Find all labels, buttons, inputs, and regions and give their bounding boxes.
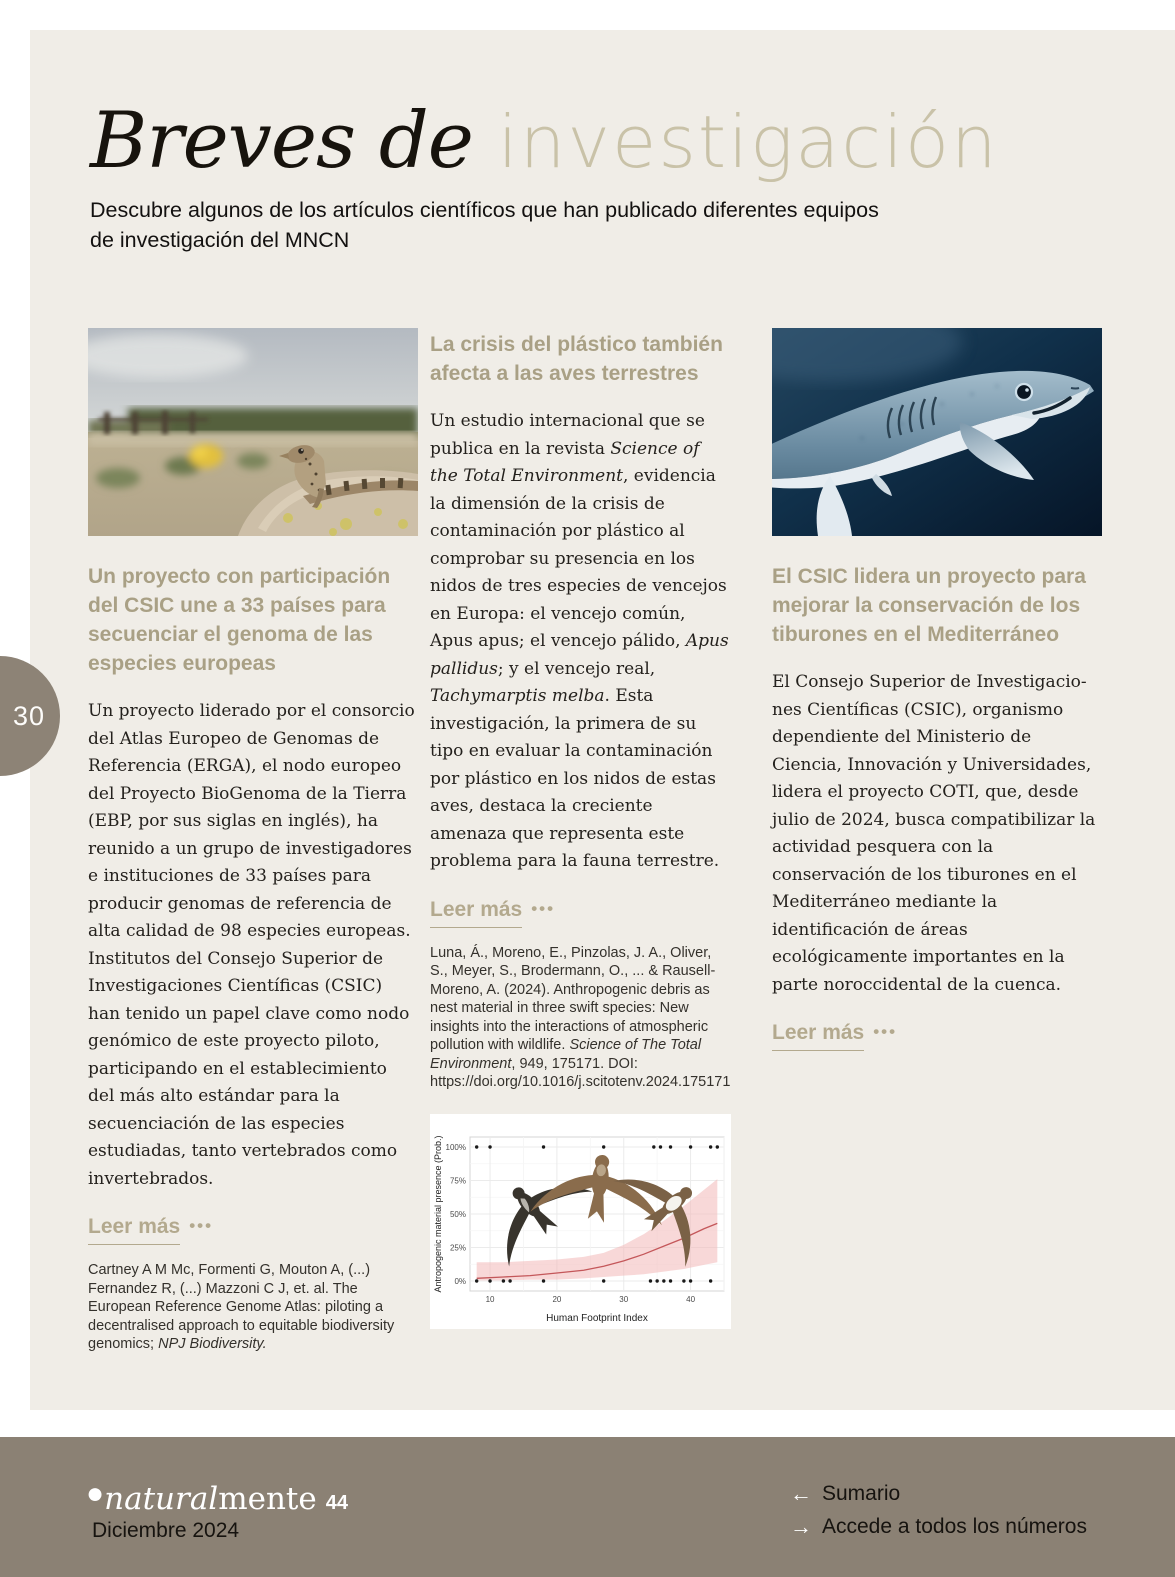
logo-mente: mente	[218, 1481, 317, 1517]
article-body: Un proyecto liderado por el consorcio del Atlas Europeo de Genomas de Referencia (ERGA), el nodo europeo del Proyecto BioGenoma de la Tierra (EBP, por sus siglas en inglés), ha reunido a un grupo de investigadores e instituciones de 33 países para producir genomas de referencia de alta calidad de 98 especies europeas. Institutos del Consejo Superior de Investigaciones Científicas (CSIC) han tenido un papel clave como nodo genómico de este proyecto piloto, participando en el establecimiento del más alto estándar para la secuenciación de las especies estudiadas, tanto vertebrados como invertebrados.	[88, 701, 415, 1189]
svg-text:30: 30	[619, 1294, 629, 1304]
all-issues-link[interactable]	[790, 1514, 1087, 1540]
issue-number: 44	[325, 1492, 348, 1514]
svg-text:10: 10	[485, 1294, 495, 1304]
article-heading: El CSIC lidera un proyecto para mejorar la conservación de los tiburones en el Mediterráneo	[772, 565, 1086, 646]
journal-name: Science of the Total Environment	[430, 438, 700, 486]
logo-bullet-icon: ●	[86, 1477, 105, 1510]
ellipsis-icon: •••	[531, 898, 556, 918]
svg-text:75%: 75%	[449, 1175, 466, 1185]
page-title-italic: Breves de	[90, 96, 473, 186]
right-arrow-icon: →	[790, 1514, 812, 1539]
leer-mas-link[interactable]	[430, 898, 731, 928]
page-title-light: investigación	[472, 100, 999, 184]
sumario-label[interactable]: Sumario	[822, 1482, 901, 1505]
species-name: Apus pallidus	[430, 631, 729, 679]
sumario-link[interactable]	[790, 1481, 1087, 1507]
citation-doi: , 949, 175171. DOI: https://doi.org/10.1016/j.scitotenv.2024.175171	[430, 1055, 731, 1090]
article-heading: La crisis del plástico también afecta a las aves terrestres	[430, 333, 723, 385]
lizard-photo	[88, 328, 418, 536]
citation-text: Luna, Á., Moreno, E., Pinzolas, J. A., Oliver, S., Meyer, S., Brodermann, O., ... & Rausell-Moreno, A. (2024). Anthropogenic debris as nest material in three swift species: New insights into the interactions of atmospheric pollution with wildlife.	[430, 944, 716, 1053]
page-title	[90, 96, 1090, 186]
article-body: El Consejo Superior de Investigaciones Científicas (CSIC), organismo dependiente del Ministerio de Ciencia, Innovación y Universidades, lidera el proyecto COTI, que, desde julio de 2024, busca compatibilizar la actividad pesquera con la conservación de los tiburones en el Mediterráneo mediante la identificación de áreas ecológicamente importantes en la parte noroccidental de la cuenca.	[772, 672, 1096, 995]
citation-text: Cartney A M Mc, Formenti G, Mouton A, (...) Fernandez R, (...) Mazzoni C J, et. al. The European Reference Genome Atlas: piloting a decentralised approach to equitable biodiversity genomics;	[88, 1262, 395, 1352]
issue-date: Diciembre 2024	[92, 1519, 240, 1542]
all-issues-label[interactable]: Accede a todos los números	[822, 1515, 1087, 1538]
citation-journal: NPJ Biodiversity.	[158, 1336, 267, 1352]
left-arrow-icon: ←	[790, 1481, 812, 1506]
page-subtitle: Descubre algunos de los artículos científicos que han publicado diferentes equipos de investigación del MNCN	[90, 198, 879, 252]
page-header	[90, 96, 1090, 255]
leer-mas-link[interactable]	[772, 1021, 1102, 1051]
svg-text:0%: 0%	[454, 1276, 466, 1286]
svg-text:Human Footprint Index: Human Footprint Index	[546, 1312, 648, 1324]
page-number: 30	[13, 700, 46, 731]
body-text: ; y el vencejo real,	[497, 658, 656, 679]
ellipsis-icon: •••	[873, 1022, 898, 1041]
article-genome	[88, 328, 418, 1368]
footer-band	[0, 1437, 1175, 1577]
naturalmente-logo	[86, 1477, 348, 1517]
footer-links	[790, 1481, 1087, 1547]
leer-mas-label[interactable]: Leer más	[88, 1215, 180, 1245]
swift-plastic-figure	[430, 1114, 731, 1329]
species-name: Tachymarptis melba	[430, 686, 605, 706]
citation-journal: Science of The Total Environment	[430, 1037, 702, 1072]
svg-text:Antropogenic material presence: Antropogenic material presence (Prob.)	[433, 1134, 443, 1293]
svg-text:50%: 50%	[449, 1209, 466, 1219]
article-citation	[88, 1261, 418, 1354]
blue-shark-photo	[772, 328, 1102, 536]
svg-text:100%: 100%	[445, 1142, 466, 1152]
svg-text:20: 20	[552, 1294, 562, 1304]
article-plastic-swifts	[430, 330, 731, 1329]
ellipsis-icon: •••	[189, 1216, 214, 1235]
logo-natural: natural	[104, 1481, 219, 1517]
article-sharks	[772, 328, 1102, 1051]
svg-text:25%: 25%	[449, 1242, 466, 1252]
article-heading: Un proyecto con participación del CSIC une a 33 países para secuenciar el genoma de las especies europeas	[88, 565, 391, 675]
article-citation	[430, 944, 731, 1092]
leer-mas-label[interactable]: Leer más	[430, 898, 522, 928]
leer-mas-label[interactable]: Leer más	[772, 1021, 864, 1051]
body-text: . Esta investigación, la primera de su tipo en evaluar la contaminación por plástico en los nidos de estas aves, destaca la creciente amenaza que representa este problema para la fauna terrestre.	[430, 686, 720, 871]
body-text: Un estudio internacional que se publica en la revista	[430, 411, 705, 459]
article-body	[430, 408, 731, 876]
leer-mas-link[interactable]	[88, 1215, 418, 1245]
body-text: , evidencia la dimensión de la crisis de contaminación por plástico al comprobar su presencia en los nidos de tres especies de vencejos en Europa: el vencejo común, Apus apus; el vencejo pálido,	[430, 466, 727, 651]
probability-chart	[430, 1114, 731, 1329]
svg-text:40: 40	[686, 1294, 696, 1304]
